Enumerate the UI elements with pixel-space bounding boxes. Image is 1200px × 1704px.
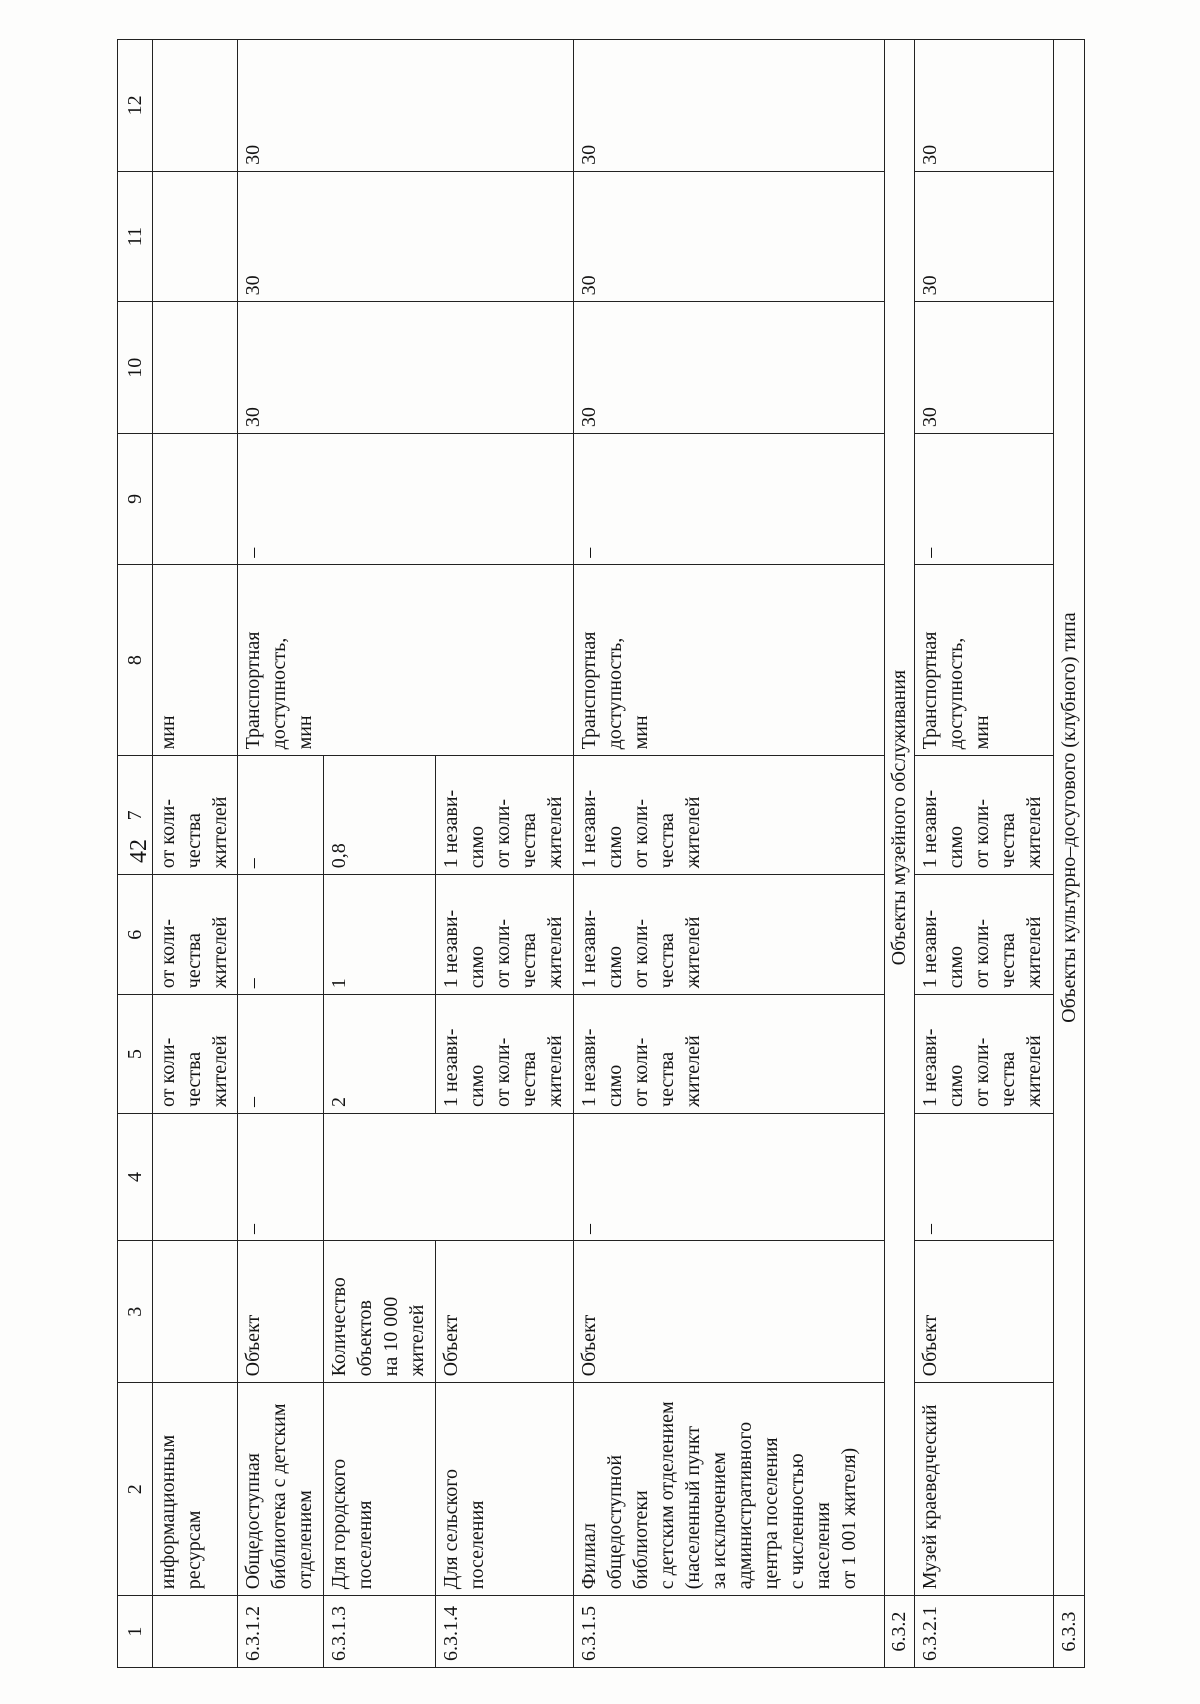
header-col-5: 5 — [118, 995, 153, 1114]
header-col-2: 2 — [118, 1383, 153, 1596]
cell-col-4: – — [238, 1113, 323, 1240]
cell-col-5: 2 — [323, 995, 435, 1114]
cell-unit — [152, 1241, 237, 1383]
cell-unit: Объект — [915, 1241, 1054, 1383]
cell-col-9: – — [574, 434, 884, 565]
header-col-6: 6 — [118, 875, 153, 995]
cell-name: Для сельского поселения — [435, 1383, 574, 1596]
section-title: Объекты культурно–досугового (клубного) типа — [1054, 40, 1085, 1596]
cell-unit: Количество объектов на 10 000 жителей — [323, 1241, 435, 1383]
cell-name: Филиал общедоступной библиотеки с детским отделением (населенный пункт за исключением административного центра поселения с численностью населения от 1 001 жителя) — [574, 1383, 884, 1596]
cell-code: 6.3.1.2 — [238, 1596, 323, 1668]
cell-col-4: – — [574, 1113, 884, 1240]
cell-col-4 — [435, 1113, 574, 1240]
cell-code — [152, 1596, 237, 1668]
table-row — [238, 40, 323, 1668]
cell-col-12 — [152, 40, 237, 172]
cell-col-8: Транспортная доступность, мин — [574, 564, 884, 756]
norms-table — [117, 39, 1085, 1668]
cell-col-5: от коли- чества жителей — [152, 995, 237, 1114]
cell-col-4: – — [915, 1113, 1054, 1240]
cell-name: Для городского поселения — [323, 1383, 435, 1596]
cell-col-10: 30 — [915, 302, 1054, 434]
cell-col-8: Транспортная доступность, мин — [238, 564, 574, 756]
cell-unit: Объект — [574, 1241, 884, 1383]
cell-col-11: 30 — [915, 171, 1054, 302]
header-col-7: 7 — [118, 756, 153, 875]
cell-code: 6.3.2.1 — [915, 1596, 1054, 1668]
cell-col-4 — [323, 1113, 435, 1240]
cell-col-7: – — [238, 756, 323, 875]
cell-col-11: 30 — [238, 171, 574, 302]
cell-col-5: 1 незави- симо от коли- чества жителей — [435, 995, 574, 1114]
cell-col-12: 30 — [238, 40, 574, 172]
cell-col-6: – — [238, 875, 323, 995]
cell-col-8: мин — [152, 564, 237, 756]
cell-name: информационным ресурсам — [152, 1383, 237, 1596]
page-number: 42 — [126, 839, 152, 863]
table-row — [574, 40, 884, 1668]
section-code: 6.3.3 — [1054, 1596, 1085, 1668]
cell-col-12: 30 — [915, 40, 1054, 172]
cell-unit: Объект — [435, 1241, 574, 1383]
header-col-3: 3 — [118, 1241, 153, 1383]
cell-col-6: от коли- чества жителей — [152, 875, 237, 995]
cell-unit: Объект — [238, 1241, 323, 1383]
section-title: Объекты музейного обслуживания — [884, 40, 915, 1596]
cell-col-6: 1 незави- симо от коли- чества жителей — [915, 875, 1054, 995]
cell-col-4 — [152, 1113, 237, 1240]
cell-col-11: 30 — [574, 171, 884, 302]
cell-col-9: – — [238, 434, 574, 565]
cell-col-7: от коли- чества жителей — [152, 756, 237, 875]
header-col-11: 11 — [118, 171, 153, 302]
header-col-1: 1 — [118, 1596, 153, 1668]
cell-col-8: Транспортная доступность, мин — [915, 564, 1054, 756]
cell-col-5: – — [238, 995, 323, 1114]
rotated-table-wrapper — [117, 39, 1085, 1668]
cell-col-12: 30 — [574, 40, 884, 172]
cell-col-11 — [152, 171, 237, 302]
header-col-4: 4 — [118, 1113, 153, 1240]
cell-col-10 — [152, 302, 237, 434]
cell-col-7: 1 незави- симо от коли- чества жителей — [435, 756, 574, 875]
cell-col-6: 1 незави- симо от коли- чества жителей — [574, 875, 884, 995]
cell-code: 6.3.1.5 — [574, 1596, 884, 1668]
header-col-12: 12 — [118, 40, 153, 172]
cell-code: 6.3.1.4 — [435, 1596, 574, 1668]
header-col-10: 10 — [118, 302, 153, 434]
cell-col-7: 1 незави- симо от коли- чества жителей — [915, 756, 1054, 875]
cell-col-6: 1 незави- симо от коли- чества жителей — [435, 875, 574, 995]
cell-col-5: 1 незави- симо от коли- чества жителей — [915, 995, 1054, 1114]
cell-col-10: 30 — [574, 302, 884, 434]
section-row — [884, 40, 915, 1668]
cell-col-7: 1 незави- симо от коли- чества жителей — [574, 756, 884, 875]
cell-name: Общедоступная библиотека с детским отделением — [238, 1383, 323, 1596]
cell-col-6: 1 — [323, 875, 435, 995]
cell-col-5: 1 незави- симо от коли- чества жителей — [574, 995, 884, 1114]
table-row — [915, 40, 1054, 1668]
section-code: 6.3.2 — [884, 1596, 915, 1668]
cell-col-7: 0,8 — [323, 756, 435, 875]
cell-col-10: 30 — [238, 302, 574, 434]
cell-col-9 — [152, 434, 237, 565]
header-col-8: 8 — [118, 564, 153, 756]
header-row — [118, 40, 153, 1668]
header-col-9: 9 — [118, 434, 153, 565]
cell-col-9: – — [915, 434, 1054, 565]
section-row — [1054, 40, 1085, 1668]
cell-name: Музей краеведческий — [915, 1383, 1054, 1596]
cell-code: 6.3.1.3 — [323, 1596, 435, 1668]
continuation-row — [152, 40, 237, 1668]
